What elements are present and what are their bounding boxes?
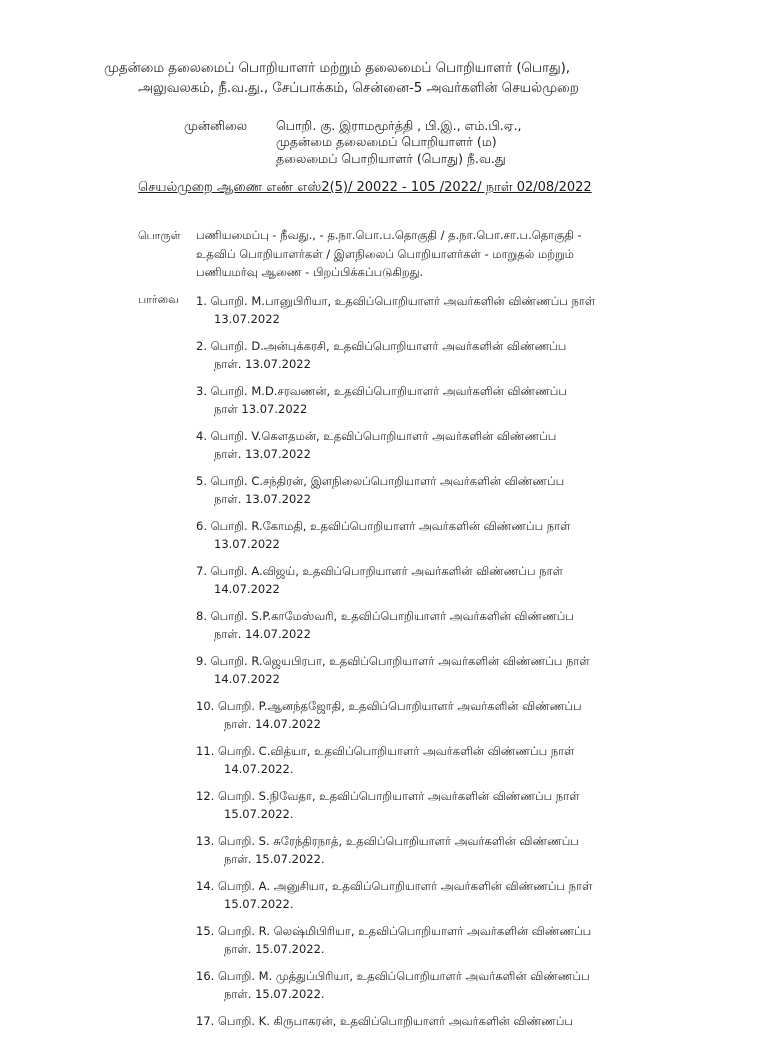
reference-date: 13.07.2022: [214, 312, 280, 326]
subject-line: பணியமைப்பு - நீவது., - த.நா.பொ.ப.தொகுதி / த.நா.பொ.சா.ப.தொகுதி -: [196, 228, 582, 242]
reference-text: பொறி. S.நிவேதா, உதவிப்பொறியாளர் அவர்களின் விண்ணப்ப நாள்: [217, 789, 580, 803]
reference-date: 14.07.2022: [214, 582, 280, 596]
reference-line-1: [196, 607, 666, 625]
reference-date: நாள். 13.07.2022: [214, 447, 311, 461]
reference-item: [196, 1012, 666, 1057]
reference-date: நாள். 13.07.2022: [214, 357, 311, 371]
reference-text: பொறி. S. சுரேந்திரநாத், உதவிப்பொறியாளர் அவர்களின் விண்ணப்ப: [217, 834, 579, 848]
subject-text: [196, 226, 666, 282]
reference-item: [196, 877, 666, 922]
reference-text: பொறி. R.கோமதி, உதவிப்பொறியாளர் அவர்களின் விண்ணப்ப நாள்: [210, 519, 571, 533]
reference-date: நாள். 14.07.2022: [214, 627, 311, 641]
reference-item: [196, 697, 666, 742]
reference-item: [196, 787, 666, 832]
reference-number: 11.: [196, 744, 215, 758]
reference-line-1: [196, 292, 666, 310]
reference-number: 6.: [196, 519, 207, 533]
reference-text: பொறி. C.சந்திரன், இளநிலைப்பொறியாளர் அவர்களின் விண்ணப்ப: [210, 474, 565, 488]
reference-item: [196, 832, 666, 877]
presiding-label: முன்னிலை: [184, 118, 248, 133]
reference-text: பொறி. M.D.சரவணன், உதவிப்பொறியாளர் அவர்களின் விண்ணப்ப: [210, 384, 567, 398]
reference-number: 16.: [196, 969, 215, 983]
reference-line-1: [196, 517, 666, 535]
reference-item: [196, 517, 666, 562]
reference-number: 9.: [196, 654, 207, 668]
reference-number: 4.: [196, 429, 207, 443]
reference-date: 14.07.2022: [214, 672, 280, 686]
reference-date: நாள். 15.07.2022.: [224, 852, 325, 866]
reference-item: [196, 607, 666, 652]
reference-number: 2.: [196, 339, 207, 353]
subject-label: பொருள்: [138, 229, 181, 242]
reference-item: [196, 922, 666, 967]
order-number: செயல்முறை ஆணை எண் எஸ்2(5)/ 20022 - 105 /2022/ நாள் 02/08/2022: [138, 180, 592, 195]
reference-text: பொறி. S.P.காமேஸ்வரி, உதவிப்பொறியாளர் அவர்களின் விண்ணப்ப: [210, 609, 574, 623]
reference-line-1: [196, 832, 666, 850]
reference-text: பொறி. R. லெஷ்மிபிரியா, உதவிப்பொறியாளர் அவர்களின் விண்ணப்ப: [217, 924, 592, 938]
reference-number: 14.: [196, 879, 215, 893]
references-list: [196, 292, 666, 1057]
reference-number: 12.: [196, 789, 215, 803]
reference-text: பொறி. M.பானுபிரியா, உதவிப்பொறியாளர் அவர்களின் விண்ணப்ப நாள்: [210, 294, 596, 308]
reference-item: [196, 292, 666, 337]
reference-number: 10.: [196, 699, 215, 713]
reference-line-1: [196, 742, 666, 760]
reference-text: பொறி. M. முத்துப்பிரியா, உதவிப்பொறியாளர் அவர்களின் விண்ணப்ப: [217, 969, 590, 983]
reference-line-1: [196, 382, 666, 400]
reference-text: பொறி. R.ஜெயபிரபா, உதவிப்பொறியாளர் அவர்களின் விண்ணப்ப நாள்: [210, 654, 590, 668]
reference-date: நாள். 13.07.2022: [214, 492, 311, 506]
reference-text: பொறி. K. கிருபாகரன், உதவிப்பொறியாளர் அவர்களின் விண்ணப்ப: [217, 1014, 573, 1028]
presiding-designation-1: முதன்மை தலைமைப் பொறியாளர் (ம): [276, 134, 497, 149]
reference-date: நாள் 13.07.2022: [214, 402, 308, 416]
reference-date: 14.07.2022.: [224, 762, 294, 776]
reference-text: பொறி. A. அனுசியா, உதவிப்பொறியாளர் அவர்களின் விண்ணப்ப நாள்: [217, 879, 593, 893]
reference-item: [196, 337, 666, 382]
reference-date: 15.07.2022.: [224, 807, 294, 821]
reference-line-1: [196, 337, 666, 355]
reference-date: 15.07.2022.: [224, 897, 294, 911]
reference-text: பொறி. C.வித்யா, உதவிப்பொறியாளர் அவர்களின் விண்ணப்ப நாள்: [217, 744, 575, 758]
reference-item: [196, 967, 666, 1012]
reference-item: [196, 472, 666, 517]
reference-date: 13.07.2022: [214, 537, 280, 551]
reference-item: [196, 652, 666, 697]
reference-text: பொறி. A.விஜய், உதவிப்பொறியாளர் அவர்களின் விண்ணப்ப நாள்: [210, 564, 563, 578]
reference-number: 13.: [196, 834, 215, 848]
subject-line: பணியமர்வு ஆணை - பிறப்பிக்கப்படுகிறது.: [196, 265, 424, 279]
reference-number: 7.: [196, 564, 207, 578]
reference-date: நாள். 15.07.2022.: [224, 942, 325, 956]
reference-text: பொறி. V.கௌதமன், உதவிப்பொறியாளர் அவர்களின் விண்ணப்ப: [210, 429, 557, 443]
reference-line-1: [196, 877, 666, 895]
reference-text: பொறி. P.ஆனந்தஜோதி, உதவிப்பொறியாளர் அவர்களின் விண்ணப்ப: [217, 699, 582, 713]
presiding-name: பொறி. கு. இராமமூர்த்தி , பி.இ., எம்.பி.ஏ.,: [276, 118, 522, 133]
reference-date: நாள். 14.07.2022: [224, 717, 321, 731]
reference-number: 8.: [196, 609, 207, 623]
reference-number: 15.: [196, 924, 215, 938]
reference-item: [196, 427, 666, 472]
reference-date: [196, 1030, 666, 1048]
reference-line-1: [196, 967, 666, 985]
reference-line-1: [196, 787, 666, 805]
reference-text: பொறி. D.அன்புக்கரசி, உதவிப்பொறியாளர் அவர்களின் விண்ணப்ப: [210, 339, 567, 353]
reference-item: [196, 562, 666, 607]
header-line-2: அலுவலகம், நீ.வ.து., சேப்பாக்கம், சென்னை-5 அவர்களின் செயல்முறை: [138, 80, 579, 96]
reference-number: 17.: [196, 1014, 215, 1028]
reference-line-1: [196, 427, 666, 445]
reference-line-1: [196, 472, 666, 490]
references-label: பார்வை: [138, 293, 179, 306]
reference-number: 1.: [196, 294, 207, 308]
header-line-1: முதன்மை தலைமைப் பொறியாளர் மற்றும் தலைமைப் பொறியாளர் (பொது),: [104, 60, 570, 76]
reference-number: 5.: [196, 474, 207, 488]
reference-date: நாள். 15.07.2022.: [224, 987, 325, 1001]
reference-item: [196, 382, 666, 427]
reference-line-1: [196, 562, 666, 580]
reference-item: [196, 742, 666, 787]
reference-line-1: [196, 1012, 666, 1030]
reference-line-1: [196, 652, 666, 670]
presiding-designation-2: தலைமைப் பொறியாளர் (பொது) நீ.வ.து: [276, 151, 506, 166]
subject-line: உதவிப் பொறியாளர்கள் / இளநிலைப் பொறியாளர்கள் - மாறுதல் மற்றும்: [196, 246, 574, 261]
reference-line-1: [196, 697, 666, 715]
reference-number: 3.: [196, 384, 207, 398]
reference-line-1: [196, 922, 666, 940]
